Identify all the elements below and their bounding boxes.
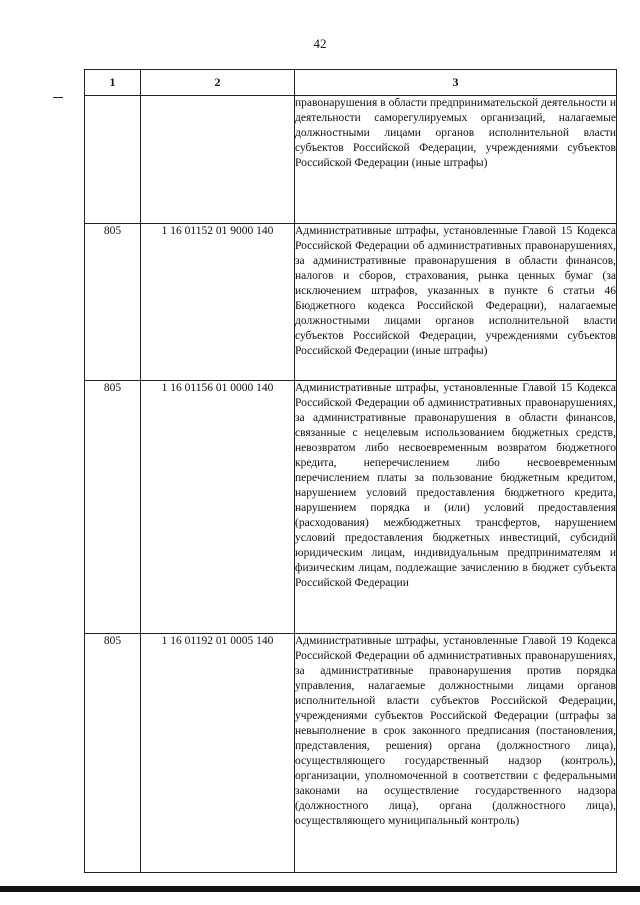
budget-code-cell bbox=[141, 96, 295, 224]
description-cell: Административные штрафы, установленные Главой 15 Кодекса Российской Федерации об административных правонарушениях, за административные правонарушения в области финансов, налогов и сборов, страхования, рынка ценных бумаг (за исключением штрафов, указанных в пункте 6 статьи 46 Бюджетного кодекса Российской Федерации), налагаемые должностными лицами органов исполнительной власти субъектов Российской Федерации, учреждениями субъектов Российской Федерации (иные штрафы) bbox=[295, 224, 617, 381]
document-table bbox=[84, 69, 617, 873]
admin-code-cell: 805 bbox=[85, 381, 141, 634]
admin-code-cell: 805 bbox=[85, 224, 141, 381]
table-row bbox=[85, 224, 617, 381]
admin-code-cell bbox=[85, 96, 141, 224]
margin-mark bbox=[53, 97, 63, 98]
description-cell: Административные штрафы, установленные Главой 19 Кодекса Российской Федерации об административных правонарушениях, за административные правонарушения против порядка управления, налагаемые должностными лицами органов исполнительной власти субъектов Российской Федерации, учреждениями субъектов Российской Федерации (штрафы за невыполнение в срок законного предписания (постановления, представления, решения) органа (должностного лица), осуществляющего государственный надзор (контроль), организации, уполномоченной в соответствии с федеральными законами на осуществление государственного надзора (должностного лица), органа (должностного лица), осуществляющего муниципальный контроль) bbox=[295, 634, 617, 873]
table-row bbox=[85, 96, 617, 224]
description-cell: Административные штрафы, установленные Главой 15 Кодекса Российской Федерации об административных правонарушениях, за административные правонарушения в области финансов, связанные с нецелевым использованием бюджетных средств, невозвратом либо несвоевременным возвратом бюджетного кредита, неперечислением либо несвоевременным перечислением платы за пользование бюджетным кредитом, нарушением условий предоставления бюджетного кредита, нарушением порядка и (или) условий предоставления (расходования) межбюджетных трансфертов, нарушением условий предоставления бюджетных инвестиций, субсидий юридическим лицам, индивидуальным предпринимателям и физическим лицам, подлежащие зачислению в бюджет субъекта Российской Федерации bbox=[295, 381, 617, 634]
budget-code-cell: 1 16 01156 01 0000 140 bbox=[141, 381, 295, 634]
budget-code-cell: 1 16 01152 01 9000 140 bbox=[141, 224, 295, 381]
table-row bbox=[85, 381, 617, 634]
table-header-row bbox=[85, 70, 617, 96]
header-col-1: 1 bbox=[85, 70, 141, 96]
header-col-2: 2 bbox=[141, 70, 295, 96]
scan-edge-bar bbox=[0, 886, 640, 892]
page-number: 42 bbox=[313, 36, 327, 51]
table-row bbox=[85, 634, 617, 873]
budget-code-cell: 1 16 01192 01 0005 140 bbox=[141, 634, 295, 873]
header-col-3: 3 bbox=[295, 70, 617, 96]
admin-code-cell: 805 bbox=[85, 634, 141, 873]
description-cell: правонарушения в области предпринимательской деятельности и деятельности саморегулируемых организаций, налагаемые должностными лицами органов исполнительной власти субъектов Российской Федерации, учреждениями субъектов Российской Федерации (иные штрафы) bbox=[295, 96, 617, 224]
